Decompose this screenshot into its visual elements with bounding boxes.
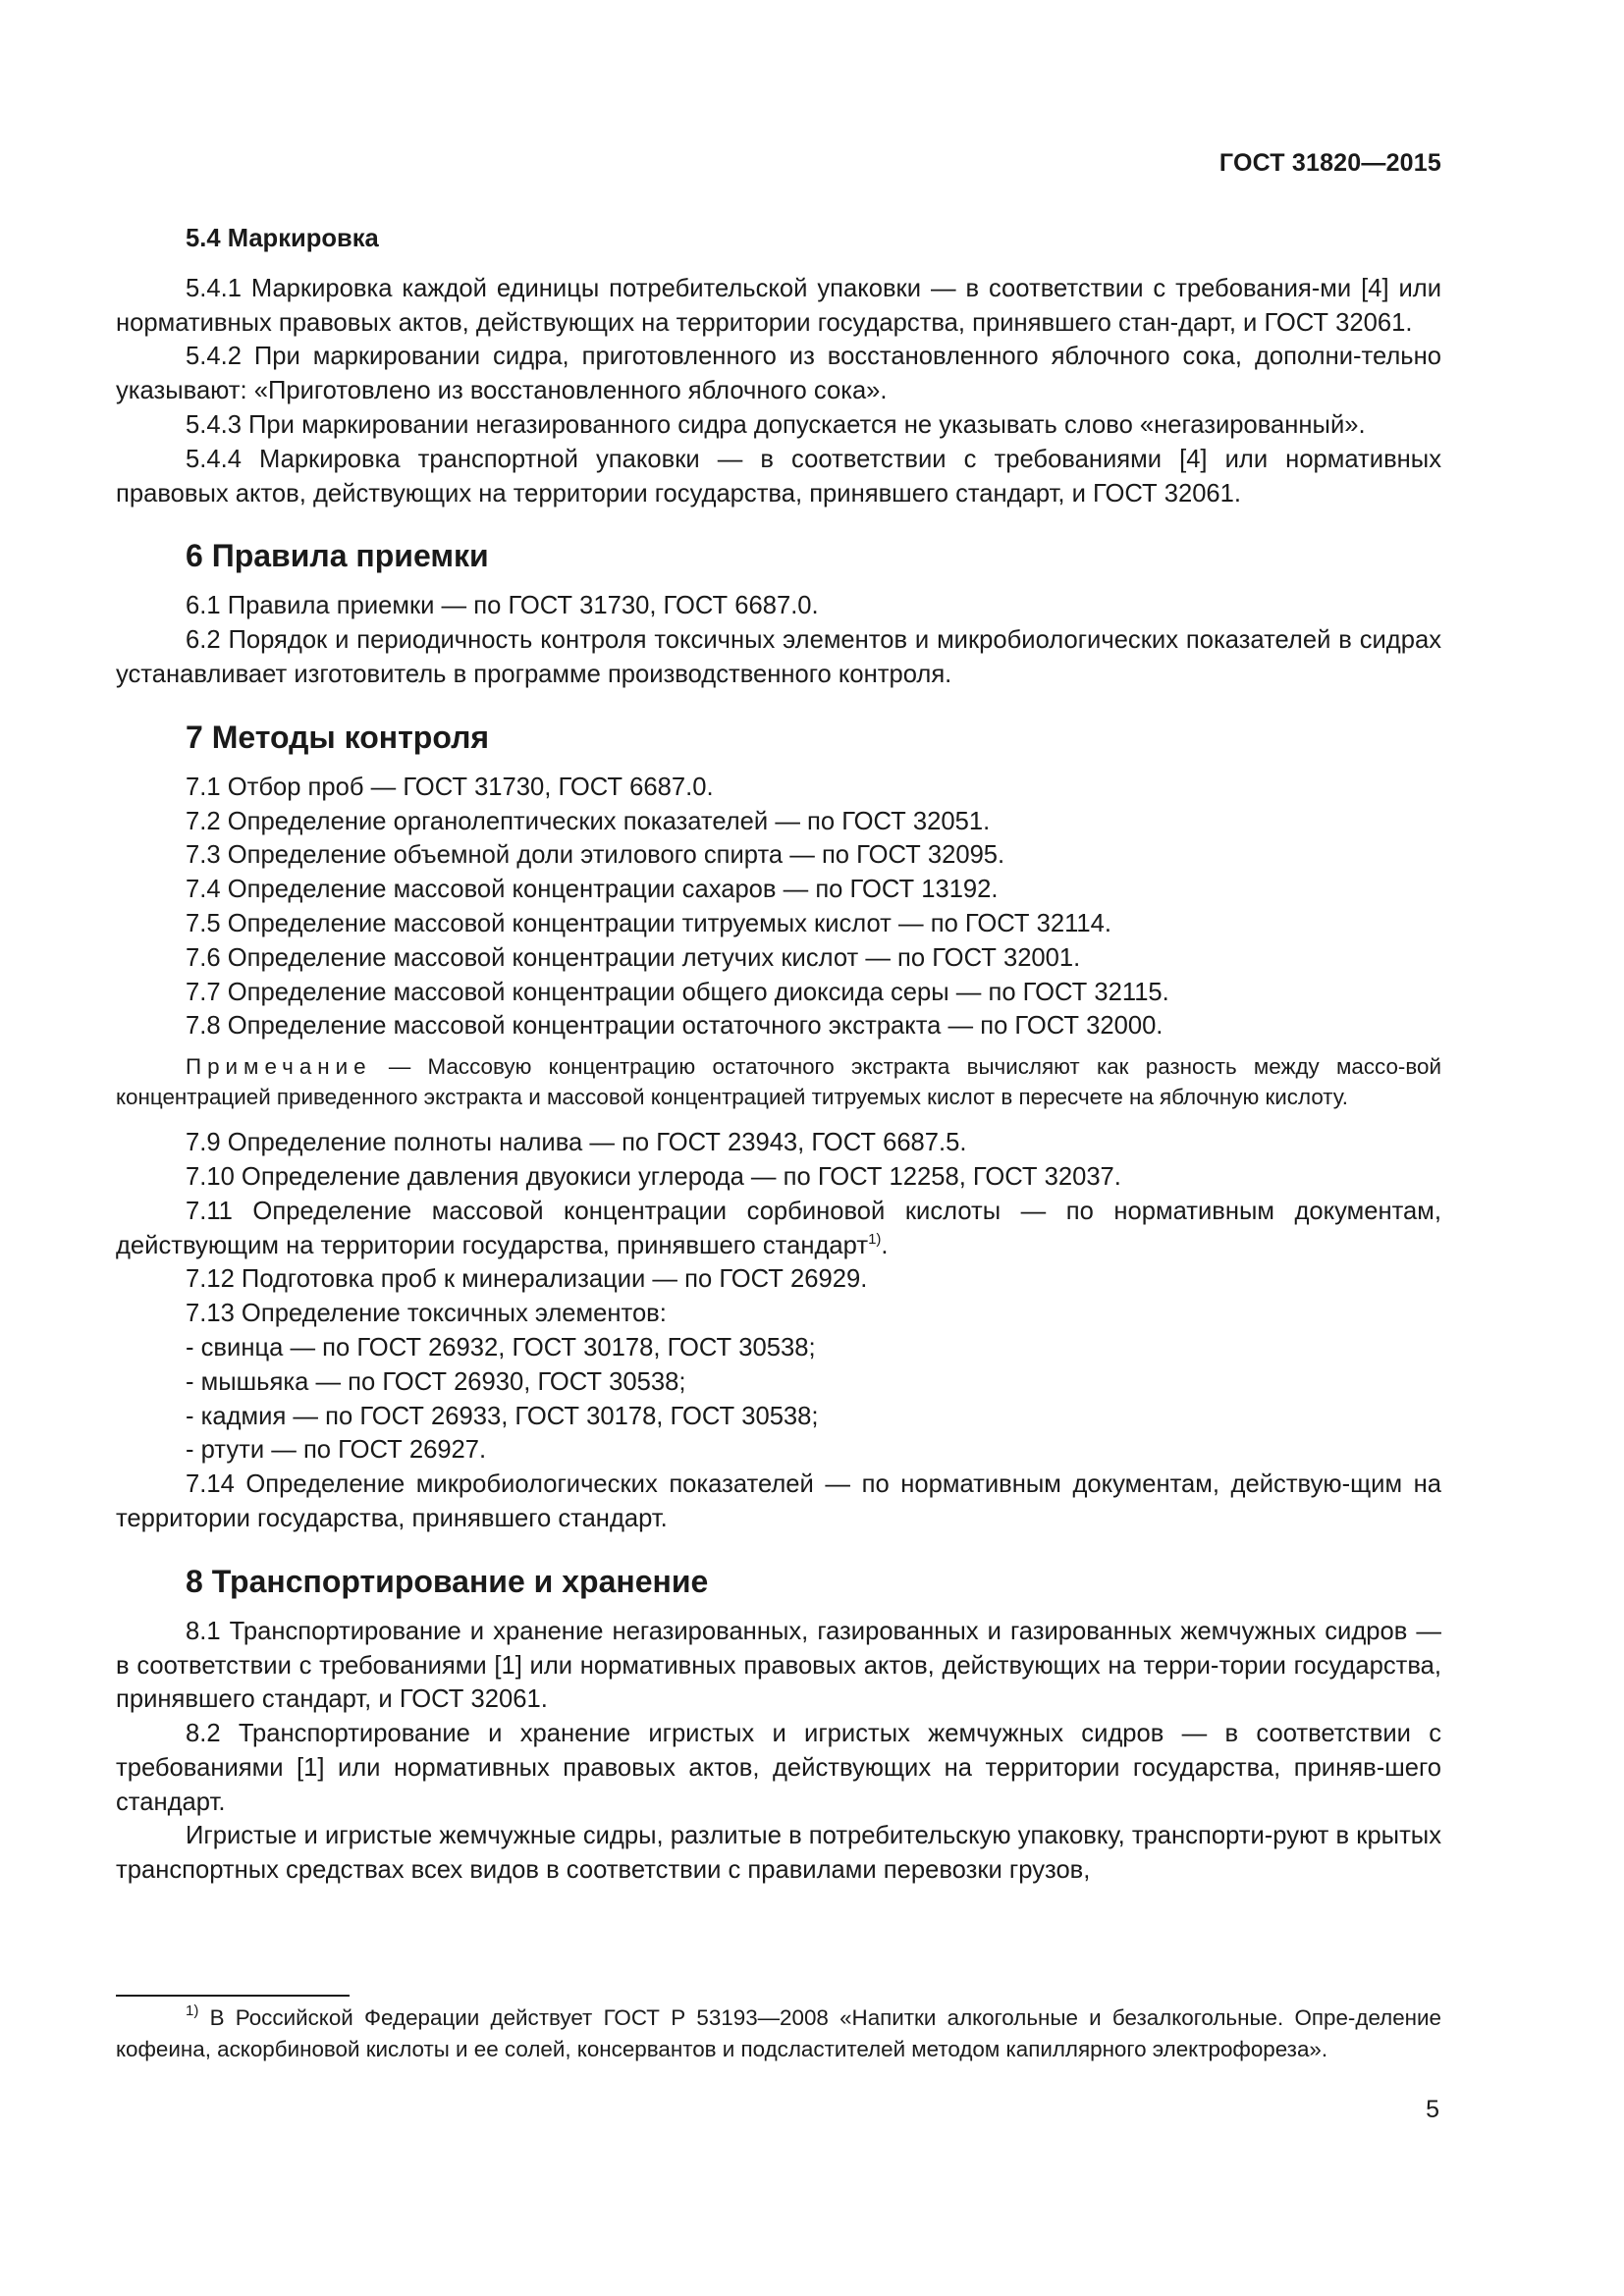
paragraph-7-13: 7.13 Определение токсичных элементов: bbox=[186, 1300, 667, 1328]
list-item-mercury: - ртути — по ГОСТ 26927. bbox=[186, 1436, 487, 1465]
paragraph-5-4-4: 5.4.4 Маркировка транспортной упаковки — в соответствии с требованиями [4] или нормативных правовых актов, действующих на территории государства, принявшего стандарт, и ГОСТ 32061. bbox=[116, 445, 1441, 507]
footnote-text: В Российской Федерации действует ГОСТ Р 53193—2008 «Напитки алкогольные и безалкогольные. Опре-деление кофеина, аскорбиновой кислоты и ее солей, консервантов и подсластителей методом капиллярного электрофореза». bbox=[116, 2005, 1441, 2061]
paragraph-7-7: 7.7 Определение массовой концентрации общего диоксида серы — по ГОСТ 32115. bbox=[186, 978, 1169, 1006]
paragraph-7-4: 7.4 Определение массовой концентрации сахаров — по ГОСТ 13192. bbox=[186, 876, 999, 904]
footnote bbox=[116, 2002, 1441, 2064]
paragraph-7-1: 7.1 Отбор проб — ГОСТ 31730, ГОСТ 6687.0. bbox=[186, 773, 714, 801]
list-item-lead: - свинца — по ГОСТ 26932, ГОСТ 30178, ГОСТ 30538; bbox=[186, 1333, 816, 1362]
paragraph-7-6: 7.6 Определение массовой концентрации летучих кислот — по ГОСТ 32001. bbox=[186, 943, 1081, 972]
paragraph-5-4-2: 5.4.2 При маркировании сидра, приготовленного из восстановленного яблочного сока, дополни-тельно указывают: «Приготовлено из восстановленного яблочного сока». bbox=[116, 343, 1441, 405]
paragraph-7-9: 7.9 Определение полноты налива — по ГОСТ 23943, ГОСТ 6687.5. bbox=[186, 1129, 967, 1157]
paragraph-7-8: 7.8 Определение массовой концентрации остаточного экстракта — по ГОСТ 32000. bbox=[186, 1012, 1164, 1041]
section-5-4-title: 5.4 Маркировка bbox=[186, 225, 379, 252]
paragraph-7-10: 7.10 Определение давления двуокиси углерода — по ГОСТ 12258, ГОСТ 32037. bbox=[186, 1162, 1121, 1191]
note-label: Примечание bbox=[186, 1054, 372, 1080]
paragraph-7-3: 7.3 Определение объемной доли этилового спирта — по ГОСТ 32095. bbox=[186, 841, 1005, 870]
paragraph-7-5: 7.5 Определение массовой концентрации титруемых кислот — по ГОСТ 32114. bbox=[186, 909, 1112, 937]
paragraph-7-11 bbox=[116, 1195, 1441, 1263]
note-text: — Массовую концентрацию остаточного экстракта вычисляют как разность между массо-вой концентрацией приведенного экстракта и массовой концентрацией титруемых кислот в пересчете на яблочную кислоту. bbox=[116, 1054, 1441, 1110]
section-8-title: 8 Транспортирование и хранение bbox=[186, 1563, 709, 1599]
paragraph-7-12: 7.12 Подготовка проб к минерализации — по ГОСТ 26929. bbox=[186, 1265, 868, 1294]
paragraph-6-1: 6.1 Правила приемки — по ГОСТ 31730, ГОСТ 6687.0. bbox=[186, 592, 819, 620]
paragraph-8-1: 8.1 Транспортирование и хранение негазированных, газированных и газированных жемчужных сидров — в соответствии с требованиями [1] или нормативных правовых актов, действующих на терри-тории государства, принявшего стандарт, и ГОСТ 32061. bbox=[116, 1617, 1441, 1714]
list-item-cadmium: - кадмия — по ГОСТ 26933, ГОСТ 30178, ГОСТ 30538; bbox=[186, 1402, 819, 1430]
list-item-arsenic: - мышьяка — по ГОСТ 26930, ГОСТ 30538; bbox=[186, 1367, 686, 1396]
paragraph-6-2: 6.2 Порядок и периодичность контроля токсичных элементов и микробиологических показателей в сидрах устанавливает изготовитель в программе производственного контроля. bbox=[116, 626, 1441, 688]
paragraph-5-4-3: 5.4.3 При маркировании негазированного сидра допускается не указывать слово «негазированный». bbox=[186, 410, 1366, 439]
section-6-title: 6 Правила приемки bbox=[186, 538, 489, 574]
paragraph-5-4-1: 5.4.1 Маркировка каждой единицы потребительской упаковки — в соответствии с требования-ми [4] или нормативных правовых актов, действующих на территории государства, принявшего стан-дарт, и ГОСТ 32061. bbox=[116, 274, 1441, 337]
section-7-title: 7 Методы контроля bbox=[186, 719, 490, 755]
note-paragraph bbox=[116, 1051, 1441, 1112]
document-body bbox=[116, 222, 1441, 1888]
paragraph-7-11-text: 7.11 Определение массовой концентрации сорбиновой кислоты — по нормативным документам, действующим на территории государства, принявшего стандарт bbox=[116, 1197, 1441, 1259]
paragraph-7-11-end: . bbox=[881, 1231, 889, 1259]
paragraph-8-2-continuation: Игристые и игристые жемчужные сидры, разлитые в потребительскую упаковку, транспорти-руют в крытых транспортных средствах всех видов в соответствии с правилами перевозки грузов, bbox=[116, 1822, 1441, 1885]
footnote-reference: 1) bbox=[868, 1230, 882, 1248]
paragraph-7-2: 7.2 Определение органолептических показателей — по ГОСТ 32051. bbox=[186, 807, 991, 835]
footnote-divider bbox=[116, 1995, 350, 1997]
document-header-id: ГОСТ 31820—2015 bbox=[1218, 149, 1441, 177]
footnote-marker: 1) bbox=[186, 2002, 199, 2019]
paragraph-8-2: 8.2 Транспортирование и хранение игристых и игристых жемчужных сидров — в соответствии с требованиями [1] или нормативных правовых актов, действующих на территории государства, приняв-шего стандарт. bbox=[116, 1720, 1441, 1816]
page-number: 5 bbox=[1426, 2096, 1439, 2123]
paragraph-7-14: 7.14 Определение микробиологических показателей — по нормативным документам, действую-щим на территории государства, принявшего стандарт. bbox=[116, 1470, 1441, 1532]
